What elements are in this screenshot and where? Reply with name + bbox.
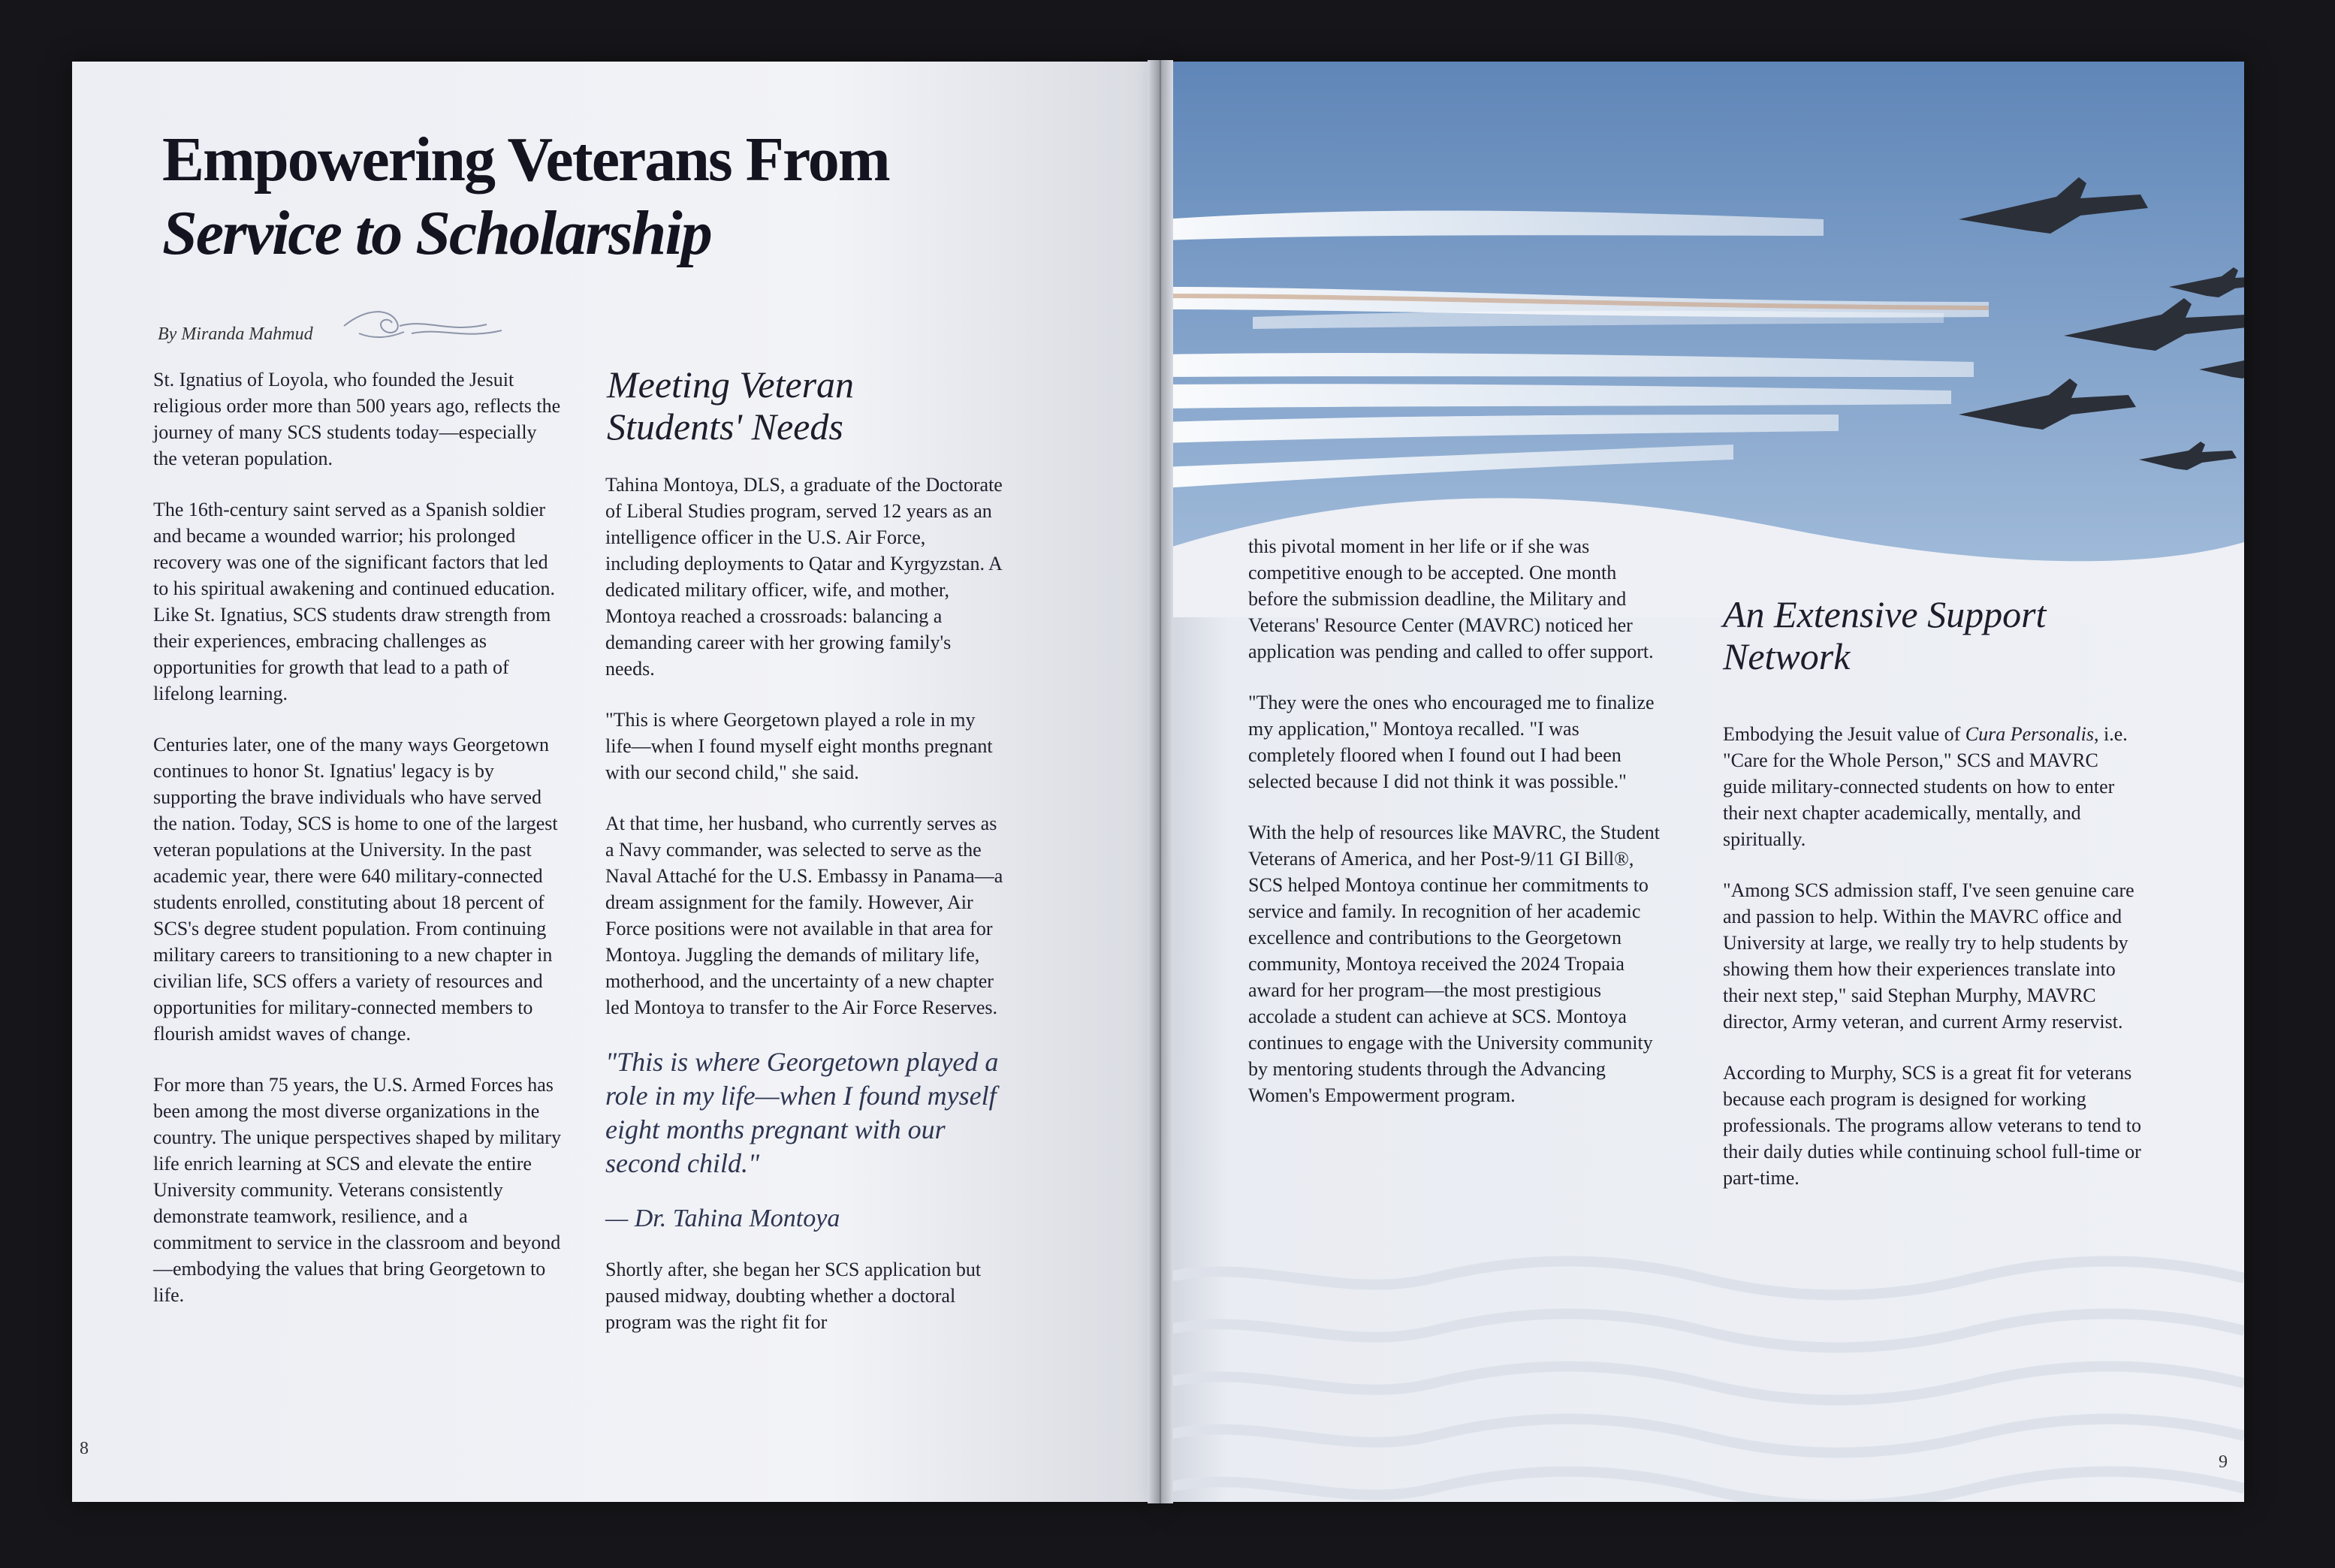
intro-paragraph: St. Ignatius of Loyola, who founded the Jesuit religious order more than 500 years ago, reflects the journey of many SCS students today—especially the veteran population. [153,369,561,469]
column-meeting [605,472,1003,1360]
wave-ornament-icon [336,300,509,345]
body-paragraph: According to Murphy, SCS is a great fit for veterans because each program is designed for working professionals. The programs allow veterans to tend to their daily duties while continuing school full-time or part-time. [1723,1062,2141,1189]
article-headline [162,123,1063,270]
body-paragraph: Centuries later, one of the many ways Georgetown continues to honor St. Ignatius' legacy is by supporting the brave individuals who have served the nation. Today, SCS is home to one of the largest veteran populations at the University. In the past academic year, there were 640 military-connected students enrolled, constituting about 18 percent of SCS's degree student population. From continuing military careers to transitioning to a new chapter in civilian life, SCS offers a variety of resources and opportunities for military-connected members to flourish amidst waves of change. [153,734,558,1045]
section-heading-line: Network [1723,635,1851,677]
headline-line-2: Service to Scholarship [162,198,711,268]
body-paragraph: The 16th-century saint served as a Spanish soldier and became a wounded warrior; his prolonged recovery was one of the significant factors that led to his spiritual awakening and continued education. Like St. Ignatius, SCS students draw strength from their experiences, embracing challenges as opportunities for growth that lead to a path of lifelong learning. [153,499,556,704]
body-paragraph: For more than 75 years, the U.S. Armed Forces has been among the most diverse organizations in the country. The unique perspectives shaped by military life enrich learning at SCS and elevate the entire University community. Veterans consistently demonstrate teamwork, resilience, and a commitment to service in the classroom and beyond—embodying the values that bring Georgetown to life. [153,1074,561,1306]
text-run: , i.e. "Care for the Whole Person," SCS and MAVRC guide military-connected students on how to enter their next chapter academically, mentally, and spiritually. [1723,723,2128,850]
body-paragraph: "Among SCS admission staff, I've seen genuine care and passion to help. Within the MAVRC office and University at large, we really try to help students by showing them how their experiences translate into their next step," said Stephan Murphy, MAVRC director, Army veteran, and current Army reservist. [1723,879,2134,1033]
emphasis-cura-personalis: Cura Personalis [1965,723,2094,745]
text-run: Embodying the Jesuit value of [1723,723,1965,745]
body-paragraph: "This is where Georgetown played a role in my life—when I found myself eight months pregnant with our second child," she said. [605,709,993,783]
byline: By Miranda Mahmud [158,324,313,344]
decorative-waves [1163,1248,2244,1502]
pull-quote: "This is where Georgetown played a role in my life—when I found myself eight months pregnant with our second child." [605,1047,999,1178]
column-intro [153,366,562,1333]
section-heading-support [1723,593,2174,677]
section-heading-line: An Extensive Support [1723,593,2047,635]
body-paragraph: At that time, her husband, who currently serves as a Navy commander, was selected to serve as the Naval Attaché for the U.S. Embassy in Panama—a dream assignment for the family. However, Air Force positions were not available in that area for Montoya. Juggling the demands of military life, motherhood, and the uncertainty of a new chapter led Montoya to transfer to the Air Force Reserves. [605,813,1003,1018]
body-paragraph [1723,721,2143,852]
page-number-left: 8 [80,1439,89,1458]
body-paragraph: Shortly after, she began her SCS application but paused midway, doubting whether a doctoral program was the right fit for [605,1259,982,1333]
body-paragraph: this pivotal moment in her life or if she was competitive enough to be accepted. One month before the submission deadline, the Military and Veterans' Resource Center (MAVRC) noticed her application was pending and called to offer support. [1248,535,1654,662]
page-number-right: 9 [2219,1452,2228,1472]
headline-line-1: Empowering Veterans From [162,125,889,194]
section-heading-meeting [607,363,982,448]
body-paragraph: With the help of resources like MAVRC, the Student Veterans of America, and her Post-9/11 GI Bill®, SCS helped Montoya continue her commitments to service and family. In recognition of her academic excellence and contributions to the Georgetown community, Montoya received the 2024 Tropaia award for her program—the most prestigious accolade a student can achieve at SCS. Montoya continues to engage with the University community by mentoring students through the Advancing Women's Empowerment program. [1248,822,1661,1106]
body-paragraph: "They were the ones who encouraged me to finalize my application," Montoya recalled. "I was completely floored when I found out I had been selected because I did not think it was possible." [1248,692,1655,792]
section-heading-line: Students' Needs [607,406,843,448]
pull-quote-attribution: — Dr. Tahina Montoya [605,1205,840,1232]
section-heading-line: Meeting Veteran [607,363,855,406]
column-continued [1248,533,1661,1133]
binding-spine [1148,60,1173,1503]
body-paragraph: Tahina Montoya, DLS, a graduate of the Doctorate of Liberal Studies program, served 12 years as an intelligence officer in the U.S. Air Force, including deployments to Qatar and Kyrgyzstan. A dedicated military officer, wife, and mother, Montoya reached a crossroads: balancing a demanding career with her growing family's needs. [605,474,1003,680]
column-support [1723,721,2143,1216]
